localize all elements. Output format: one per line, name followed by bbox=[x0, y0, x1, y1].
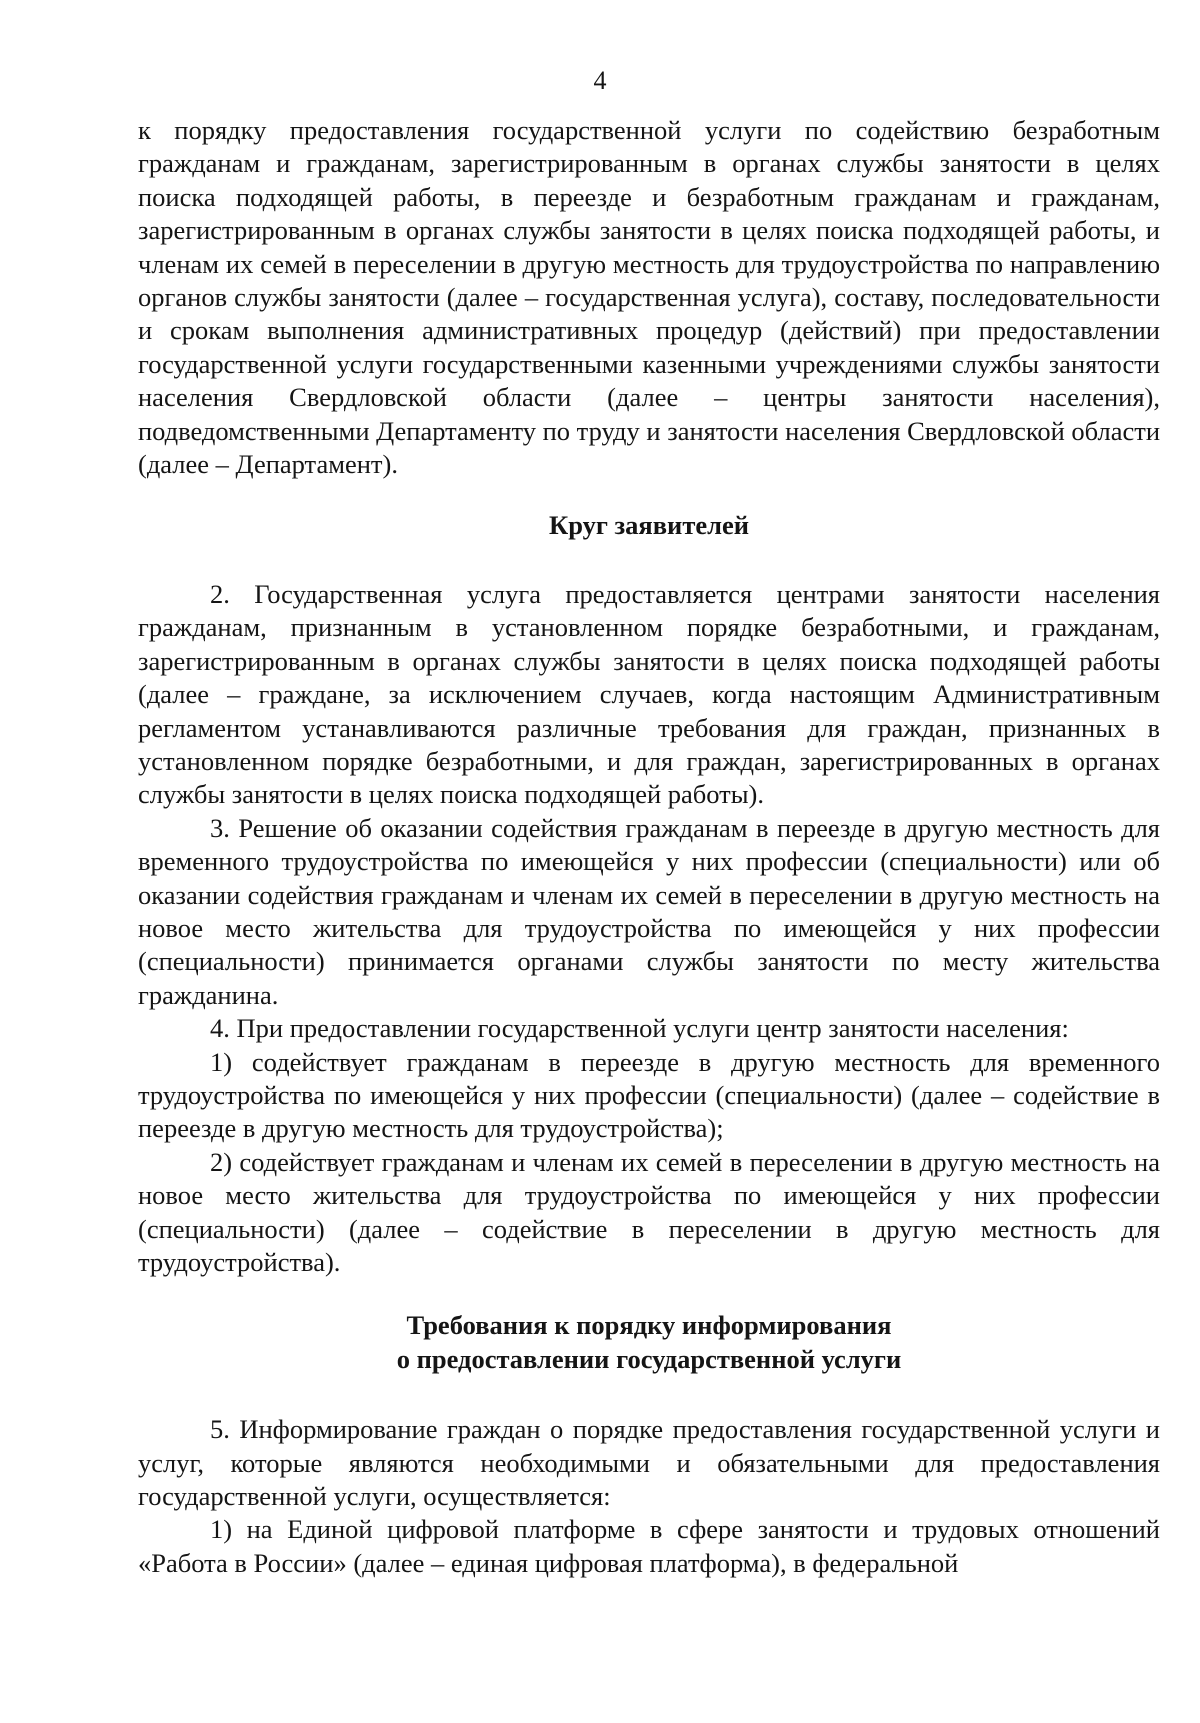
paragraph-4: 4. При предоставлении государственной услуги центр занятости населения: bbox=[210, 1013, 1069, 1044]
section-heading-applicants: Круг заявителей bbox=[548, 510, 749, 541]
intro-paragraph: к порядку предоставления государственной услуги по содействию безработным гражданам и гражданам, зарегистрированным в органах службы занятости в целях поиска подходящей работы, в переезде и безработным гражданам и гражданам, зарегистрированным в органах службы занятости в целях поиска подходящей работы, и членам их семей в переселении в другую местность для трудоустройства по направлению органов службы занятости (далее – государственная услуга), составу, последовательности и срокам выполнения административных процедур (действий) при предоставлении государственной услуги государственными казенными учреждениями службы занятости населения Свердловской области (далее – центры занятости населения), подведомственными Департаменту по труду и занятости населения Свердловской области (далее – Департамент). bbox=[138, 115, 1161, 480]
page-number: 4 bbox=[593, 66, 607, 95]
paragraph-4-item-2: 2) содействует гражданам и членам их семей в переселении в другую местность на новое место жительства для трудоустройства по имеющейся у них профессии (специальности) (далее – содействие в переселении в другую местность для трудоустройства). bbox=[138, 1146, 1160, 1277]
paragraph-3: 3. Решение об оказании содействия гражданам в переезде в другую местность для временного трудоустройства по имеющейся у них профессии (специальности) или об оказании содействия гражданам и членам их семей в переселении в другую местность на новое место жительства для трудоустройства по имеющейся у них профессии (специальности) принимается органами службы занятости по месту жительства гражданина. bbox=[138, 812, 1160, 1010]
paragraph-5: 5. Информирование граждан о порядке предоставления государственной услуги и услуг, которые являются необходимыми и обязательными для предоставления государственной услуги, осуществляется: bbox=[138, 1414, 1160, 1512]
document-body bbox=[138, 114, 1160, 1580]
paragraph-5-item-1: 1) на Единой цифровой платформе в сфере занятости и трудовых отношений «Работа в России» (далее – единая цифровая платформа), в федеральной bbox=[138, 1514, 1160, 1578]
section-heading-informing-line2: о предоставлении государственной услуги bbox=[396, 1343, 902, 1374]
section-heading-informing-line1: Требования к порядку информирования bbox=[406, 1310, 892, 1341]
paragraph-4-item-1: 1) содействует гражданам в переезде в другую местность для временного трудоустройства по имеющейся у них профессии (специальности) (далее – содействие в переезде в другую местность для трудоустройства); bbox=[138, 1046, 1160, 1144]
section-heading-block bbox=[138, 481, 1160, 577]
paragraph-2: 2. Государственная услуга предоставляется центрами занятости населения гражданам, признанным в установленном порядке безработными, и гражданам, зарегистрированным в органах службы занятости в целях поиска подходящей работы (далее – граждане, за исключением случаев, когда настоящим Административным регламентом устанавливаются различные требования для граждан, признанных в установленном порядке безработными, и для граждан, зарегистрированных в органах службы занятости в целях поиска подходящей работы). bbox=[138, 578, 1160, 810]
section-heading-block bbox=[138, 1279, 1160, 1413]
